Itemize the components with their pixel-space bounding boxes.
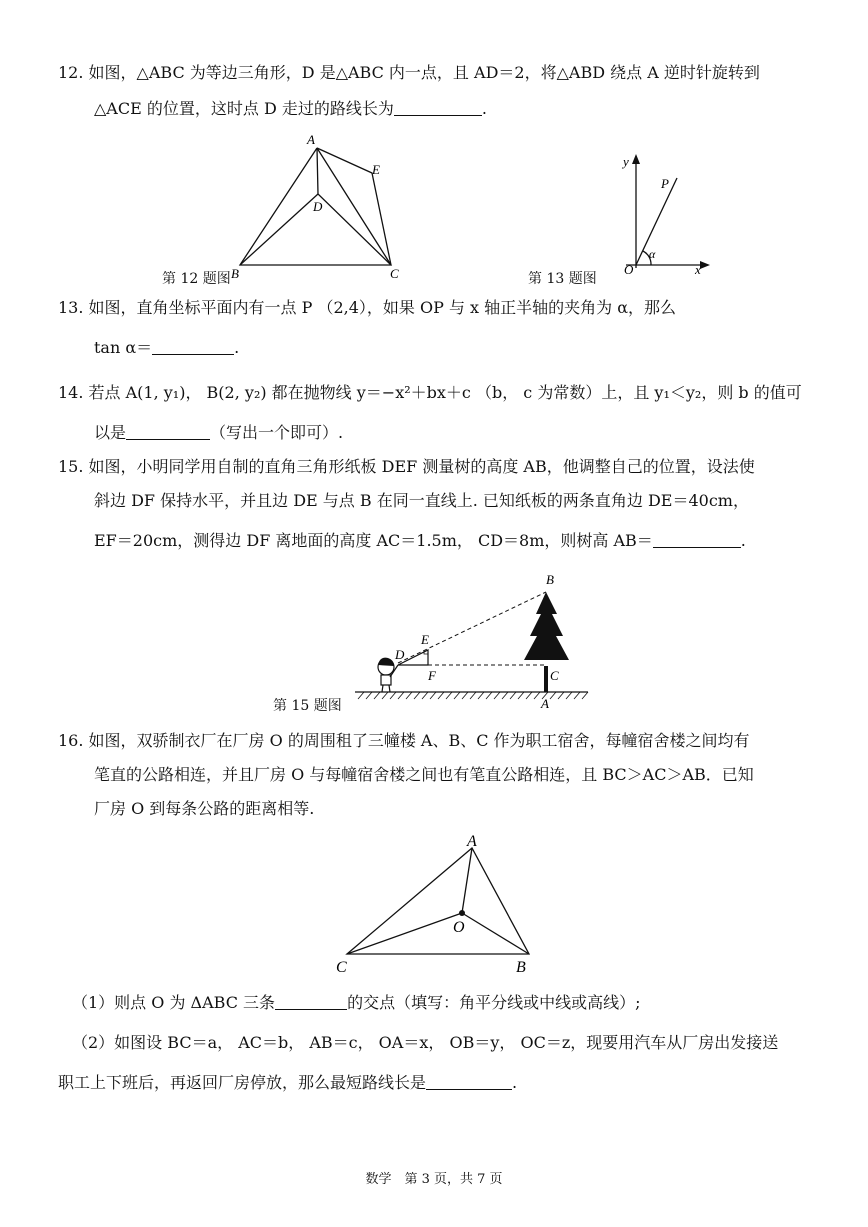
q13-label-o: O <box>624 262 634 277</box>
q16-segment-ob <box>462 913 529 954</box>
q14-line2-text: 以是 <box>94 423 127 442</box>
q12-line2-end: . <box>481 99 487 118</box>
q16-line3: 厂房 O 到每条公路的距离相等. <box>94 799 315 818</box>
q13-y-arrow-icon <box>632 154 640 164</box>
q15-ground-hatching <box>358 692 588 699</box>
q15-label-c: C <box>550 668 559 683</box>
q15-line2: 斜边 DF 保持水平，并且边 DE 与点 B 在同一直线上. 已知纸板的两条直角边 DE＝40cm， <box>94 491 749 510</box>
q16-segment-oc <box>347 913 462 954</box>
q15-label-e: E <box>421 632 429 647</box>
q12-label-b: B <box>231 266 239 281</box>
q16-part1 <box>72 992 640 1014</box>
q15-tree-icon <box>524 592 569 660</box>
q16-part1-blank <box>275 993 347 1010</box>
q13-label-alpha: α <box>649 247 656 261</box>
q15-figure-caption: 第 15 题图 <box>273 698 342 714</box>
q13-label-y: y <box>623 154 629 169</box>
q16-part2-line2 <box>58 1072 517 1094</box>
q15-label-b: B <box>546 572 554 587</box>
q12-label-d: D <box>313 199 323 214</box>
q15-answer-blank <box>653 531 741 548</box>
q14-line2 <box>94 422 343 444</box>
q13-line2 <box>94 337 239 359</box>
q16-part2-blank <box>426 1073 512 1090</box>
q13-figure-caption: 第 13 题图 <box>528 271 597 287</box>
q12-label-c: C <box>390 266 399 281</box>
q15-line1: 15. 如图，小明同学用自制的直角三角形纸板 DEF 测量树的高度 AB，他调整自己的位置，设法使 <box>58 457 755 476</box>
q12-line2 <box>94 98 487 120</box>
q16-part1-text: （1）则点 O 为 ΔABC 三条 <box>72 993 276 1012</box>
q13-label-p: P <box>661 176 669 191</box>
q16-line2: 笔直的公路相连，并且厂房 O 与每幢宿舍楼之间也有笔直公路相连，且 BC＞AC＞AB．已知 <box>94 765 754 784</box>
q12-figure <box>150 130 420 290</box>
q13-label-x: x <box>695 262 701 277</box>
q13-x-arrow-icon <box>700 261 710 269</box>
q16-label-a: A <box>467 833 477 850</box>
q15-label-d: D <box>395 647 405 662</box>
q16-part2-end: . <box>512 1073 518 1092</box>
q12-label-e: E <box>372 162 380 177</box>
q13-line1: 13. 如图，直角坐标平面内有一点 P （2,4），如果 OP 与 x 轴正半轴的夹角为 α，那么 <box>58 298 677 317</box>
q16-label-b: B <box>516 959 526 976</box>
page-footer: 数学 第 3 页，共 7 页 <box>365 1172 503 1187</box>
q15-person-icon <box>378 658 398 692</box>
q12-label-a: A <box>307 132 315 147</box>
q15-line3-end: . <box>740 531 746 550</box>
q13-answer-blank <box>152 338 234 355</box>
q16-label-c: C <box>336 959 347 976</box>
q14-line1: 14. 若点 A(1, y₁)， B(2, y₂) 都在抛物线 y＝−x²＋bx＋c （b， c 为常数）上，且 y₁＜y₂，则 b 的值可 <box>58 383 802 402</box>
q16-line1: 16. 如图，双骄制衣厂在厂房 O 的周围租了三幢楼 A、B、C 作为职工宿舍，每幢宿舍楼之间均有 <box>58 731 750 750</box>
q13-segment-op <box>636 178 677 265</box>
q16-part1-end: 的交点（填写：角平分线或中线或高线）; <box>347 993 641 1012</box>
q15-label-f: F <box>428 668 436 683</box>
q14-line2-end: （写出一个即可）. <box>210 423 344 442</box>
q16-part2-line1: （2）如图设 BC＝a， AC＝b， AB＝c， OA＝x， OB＝y， OC＝z，现要用汽车从厂房出发接送 <box>72 1033 779 1052</box>
q15-label-a: A <box>541 696 549 711</box>
q16-point-o <box>459 910 465 916</box>
q15-sight-line-db <box>398 592 546 663</box>
q14-answer-blank <box>126 423 210 440</box>
q16-triangle-abc <box>347 848 529 954</box>
q12-line1: 12. 如图，△ABC 为等边三角形，D 是△ABC 内一点，且 AD＝2，将△ABD 绕点 A 逆时针旋转到 <box>58 63 760 82</box>
q15-line3-text: EF＝20cm，测得边 DF 离地面的高度 AC＝1.5m， CD＝8m，则树高 AB＝ <box>94 531 653 550</box>
q16-segment-oa <box>462 848 472 913</box>
q16-part2-text: 职工上下班后，再返回厂房停放，那么最短路线长是 <box>58 1073 427 1092</box>
q16-label-o: O <box>453 919 465 936</box>
q12-line2-text: △ACE 的位置，这时点 D 走过的路线长为 <box>94 99 394 118</box>
q15-figure <box>350 570 600 712</box>
q16-figure <box>320 830 550 980</box>
q13-line2-end: . <box>234 338 240 357</box>
q15-line3 <box>94 530 746 552</box>
q13-line2-text: tan α＝ <box>94 338 153 357</box>
q12-figure-caption: 第 12 题图 <box>162 271 231 287</box>
q12-answer-blank <box>394 99 482 116</box>
q15-tree-trunk <box>544 666 548 692</box>
q13-figure <box>600 150 720 280</box>
